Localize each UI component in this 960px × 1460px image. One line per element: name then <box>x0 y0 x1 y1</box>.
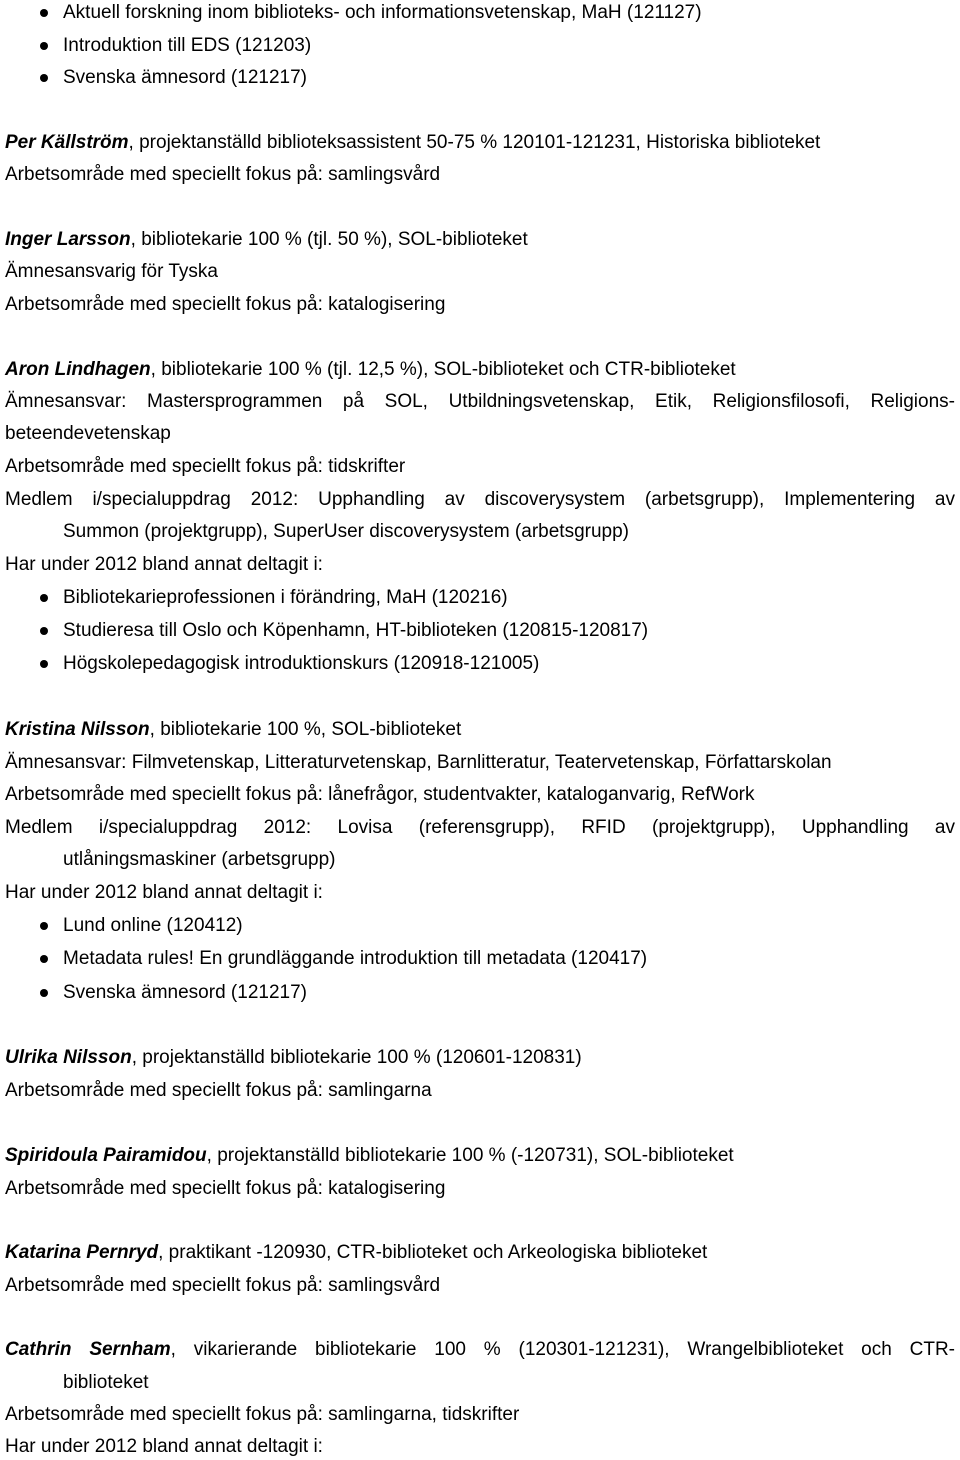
text-line <box>5 227 955 253</box>
line-text: Lund online (120412) <box>63 915 243 936</box>
bullet-item <box>63 585 955 611</box>
bullet-item <box>63 651 955 677</box>
text-line <box>5 1434 955 1460</box>
bullet-item <box>63 65 955 91</box>
line-text: Arbetsområde med speciellt fokus på: katalogisering <box>5 1178 446 1199</box>
line-text: Ämnesansvar: Filmvetenskap, Litteraturvetenskap, Barnlitteratur, Teatervetenskap, Författarskolan <box>5 752 832 773</box>
line-text: Har under 2012 bland annat deltagit i: <box>5 882 323 903</box>
line-text: Svenska ämnesord (121217) <box>63 982 307 1003</box>
line-text: Högskolepedagogisk introduktionskurs (120918-121005) <box>63 653 540 674</box>
text-line <box>5 421 955 447</box>
line-text: Ämnesansvarig för Tyska <box>5 261 218 282</box>
text-line <box>5 454 955 480</box>
bullet-item <box>63 980 955 1006</box>
person-name: Spiridoula Pairamidou <box>5 1145 207 1166</box>
text-line <box>5 1078 955 1104</box>
text-line <box>5 880 955 906</box>
bullet-item <box>63 33 955 59</box>
line-text: , praktikant -120930, CTR-biblioteket och Arkeologiska biblioteket <box>158 1242 708 1263</box>
text-line <box>63 1370 955 1396</box>
text-line <box>5 552 955 578</box>
line-text: , projektanställd bibliotekarie 100 % (120601-120831) <box>131 1047 582 1068</box>
text-line <box>5 815 955 841</box>
line-text: Arbetsområde med speciellt fokus på: lånefrågor, studentvakter, kataloganvarig, RefWork <box>5 784 755 805</box>
line-text: Metadata rules! En grundläggande introduktion till metadata (120417) <box>63 948 648 969</box>
line-text: Har under 2012 bland annat deltagit i: <box>5 1436 323 1457</box>
line-text: Svenska ämnesord (121217) <box>63 67 307 88</box>
person-name: Ulrika Nilsson <box>5 1047 132 1068</box>
line-text: Arbetsområde med speciellt fokus på: samlingsvård <box>5 1275 441 1296</box>
line-text: Ämnesansvar: Mastersprogrammen på SOL, Utbildningsvetenskap, Etik, Religionsfilosofi, Religions- <box>5 391 955 412</box>
bullet-item <box>63 946 955 972</box>
line-text: Medlem i/specialuppdrag 2012: Lovisa (referensgrupp), RFID (projektgrupp), Upphandling av <box>5 817 955 838</box>
text-line <box>5 1045 955 1071</box>
line-text: utlåningsmaskiner (arbetsgrupp) <box>63 849 336 870</box>
text-line <box>5 717 955 743</box>
line-text: Studieresa till Oslo och Köpenhamn, HT-biblioteken (120815-120817) <box>63 620 649 641</box>
line-text: Arbetsområde med speciellt fokus på: samlingsvård <box>5 164 441 185</box>
line-text: , projektanställd biblioteksassistent 50-75 % 120101-121231, Historiska biblioteket <box>128 132 821 153</box>
line-text: , projektanställd bibliotekarie 100 % (-120731), SOL-biblioteket <box>206 1145 734 1166</box>
text-line <box>63 847 955 873</box>
text-line <box>5 357 955 383</box>
text-line <box>5 750 955 776</box>
bullet-item <box>63 0 955 26</box>
line-text: Summon (projektgrupp), SuperUser discoverysystem (arbetsgrupp) <box>63 521 629 542</box>
text-line <box>63 519 955 545</box>
person-name: Cathrin Sernham <box>5 1339 171 1360</box>
text-line <box>5 1143 955 1169</box>
line-text: Arbetsområde med speciellt fokus på: tidskrifter <box>5 456 406 477</box>
line-text: Arbetsområde med speciellt fokus på: katalogisering <box>5 294 446 315</box>
line-text: , bibliotekarie 100 %, SOL-biblioteket <box>149 719 462 740</box>
line-text: Medlem i/specialuppdrag 2012: Upphandling av discoverysystem (arbetsgrupp), Implementering av <box>5 489 955 510</box>
person-name: Katarina Pernryd <box>5 1242 159 1263</box>
text-line <box>5 487 955 513</box>
text-line <box>5 1176 955 1202</box>
line-text: Bibliotekarieprofessionen i förändring, MaH (120216) <box>63 587 508 608</box>
person-name: Per Källström <box>5 132 129 153</box>
line-text: Arbetsområde med speciellt fokus på: samlingarna <box>5 1080 432 1101</box>
bullet-item <box>63 913 955 939</box>
line-text: Har under 2012 bland annat deltagit i: <box>5 554 323 575</box>
text-line <box>5 130 955 156</box>
line-text: Arbetsområde med speciellt fokus på: samlingarna, tidskrifter <box>5 1404 520 1425</box>
text-line <box>5 389 955 415</box>
line-text: biblioteket <box>63 1372 149 1393</box>
text-line <box>5 1337 955 1363</box>
person-name: Aron Lindhagen <box>5 359 151 380</box>
person-name: Inger Larsson <box>5 229 131 250</box>
line-text: , bibliotekarie 100 % (tjl. 50 %), SOL-biblioteket <box>130 229 528 250</box>
line-text: Aktuell forskning inom biblioteks- och informationsvetenskap, MaH (121127) <box>63 2 702 23</box>
text-line <box>5 1402 955 1428</box>
line-text: beteendevetenskap <box>5 423 171 444</box>
text-line <box>5 259 955 285</box>
line-text: , bibliotekarie 100 % (tjl. 12,5 %), SOL-biblioteket och CTR-biblioteket <box>150 359 736 380</box>
text-line <box>5 292 955 318</box>
line-text: , vikarierande bibliotekarie 100 % (120301-121231), Wrangelbiblioteket och CTR- <box>170 1339 956 1360</box>
text-line <box>5 782 955 808</box>
bullet-item <box>63 618 955 644</box>
text-line <box>5 162 955 188</box>
text-line <box>5 1273 955 1299</box>
text-line <box>5 1240 955 1266</box>
line-text: Introduktion till EDS (121203) <box>63 35 312 56</box>
person-name: Kristina Nilsson <box>5 719 150 740</box>
